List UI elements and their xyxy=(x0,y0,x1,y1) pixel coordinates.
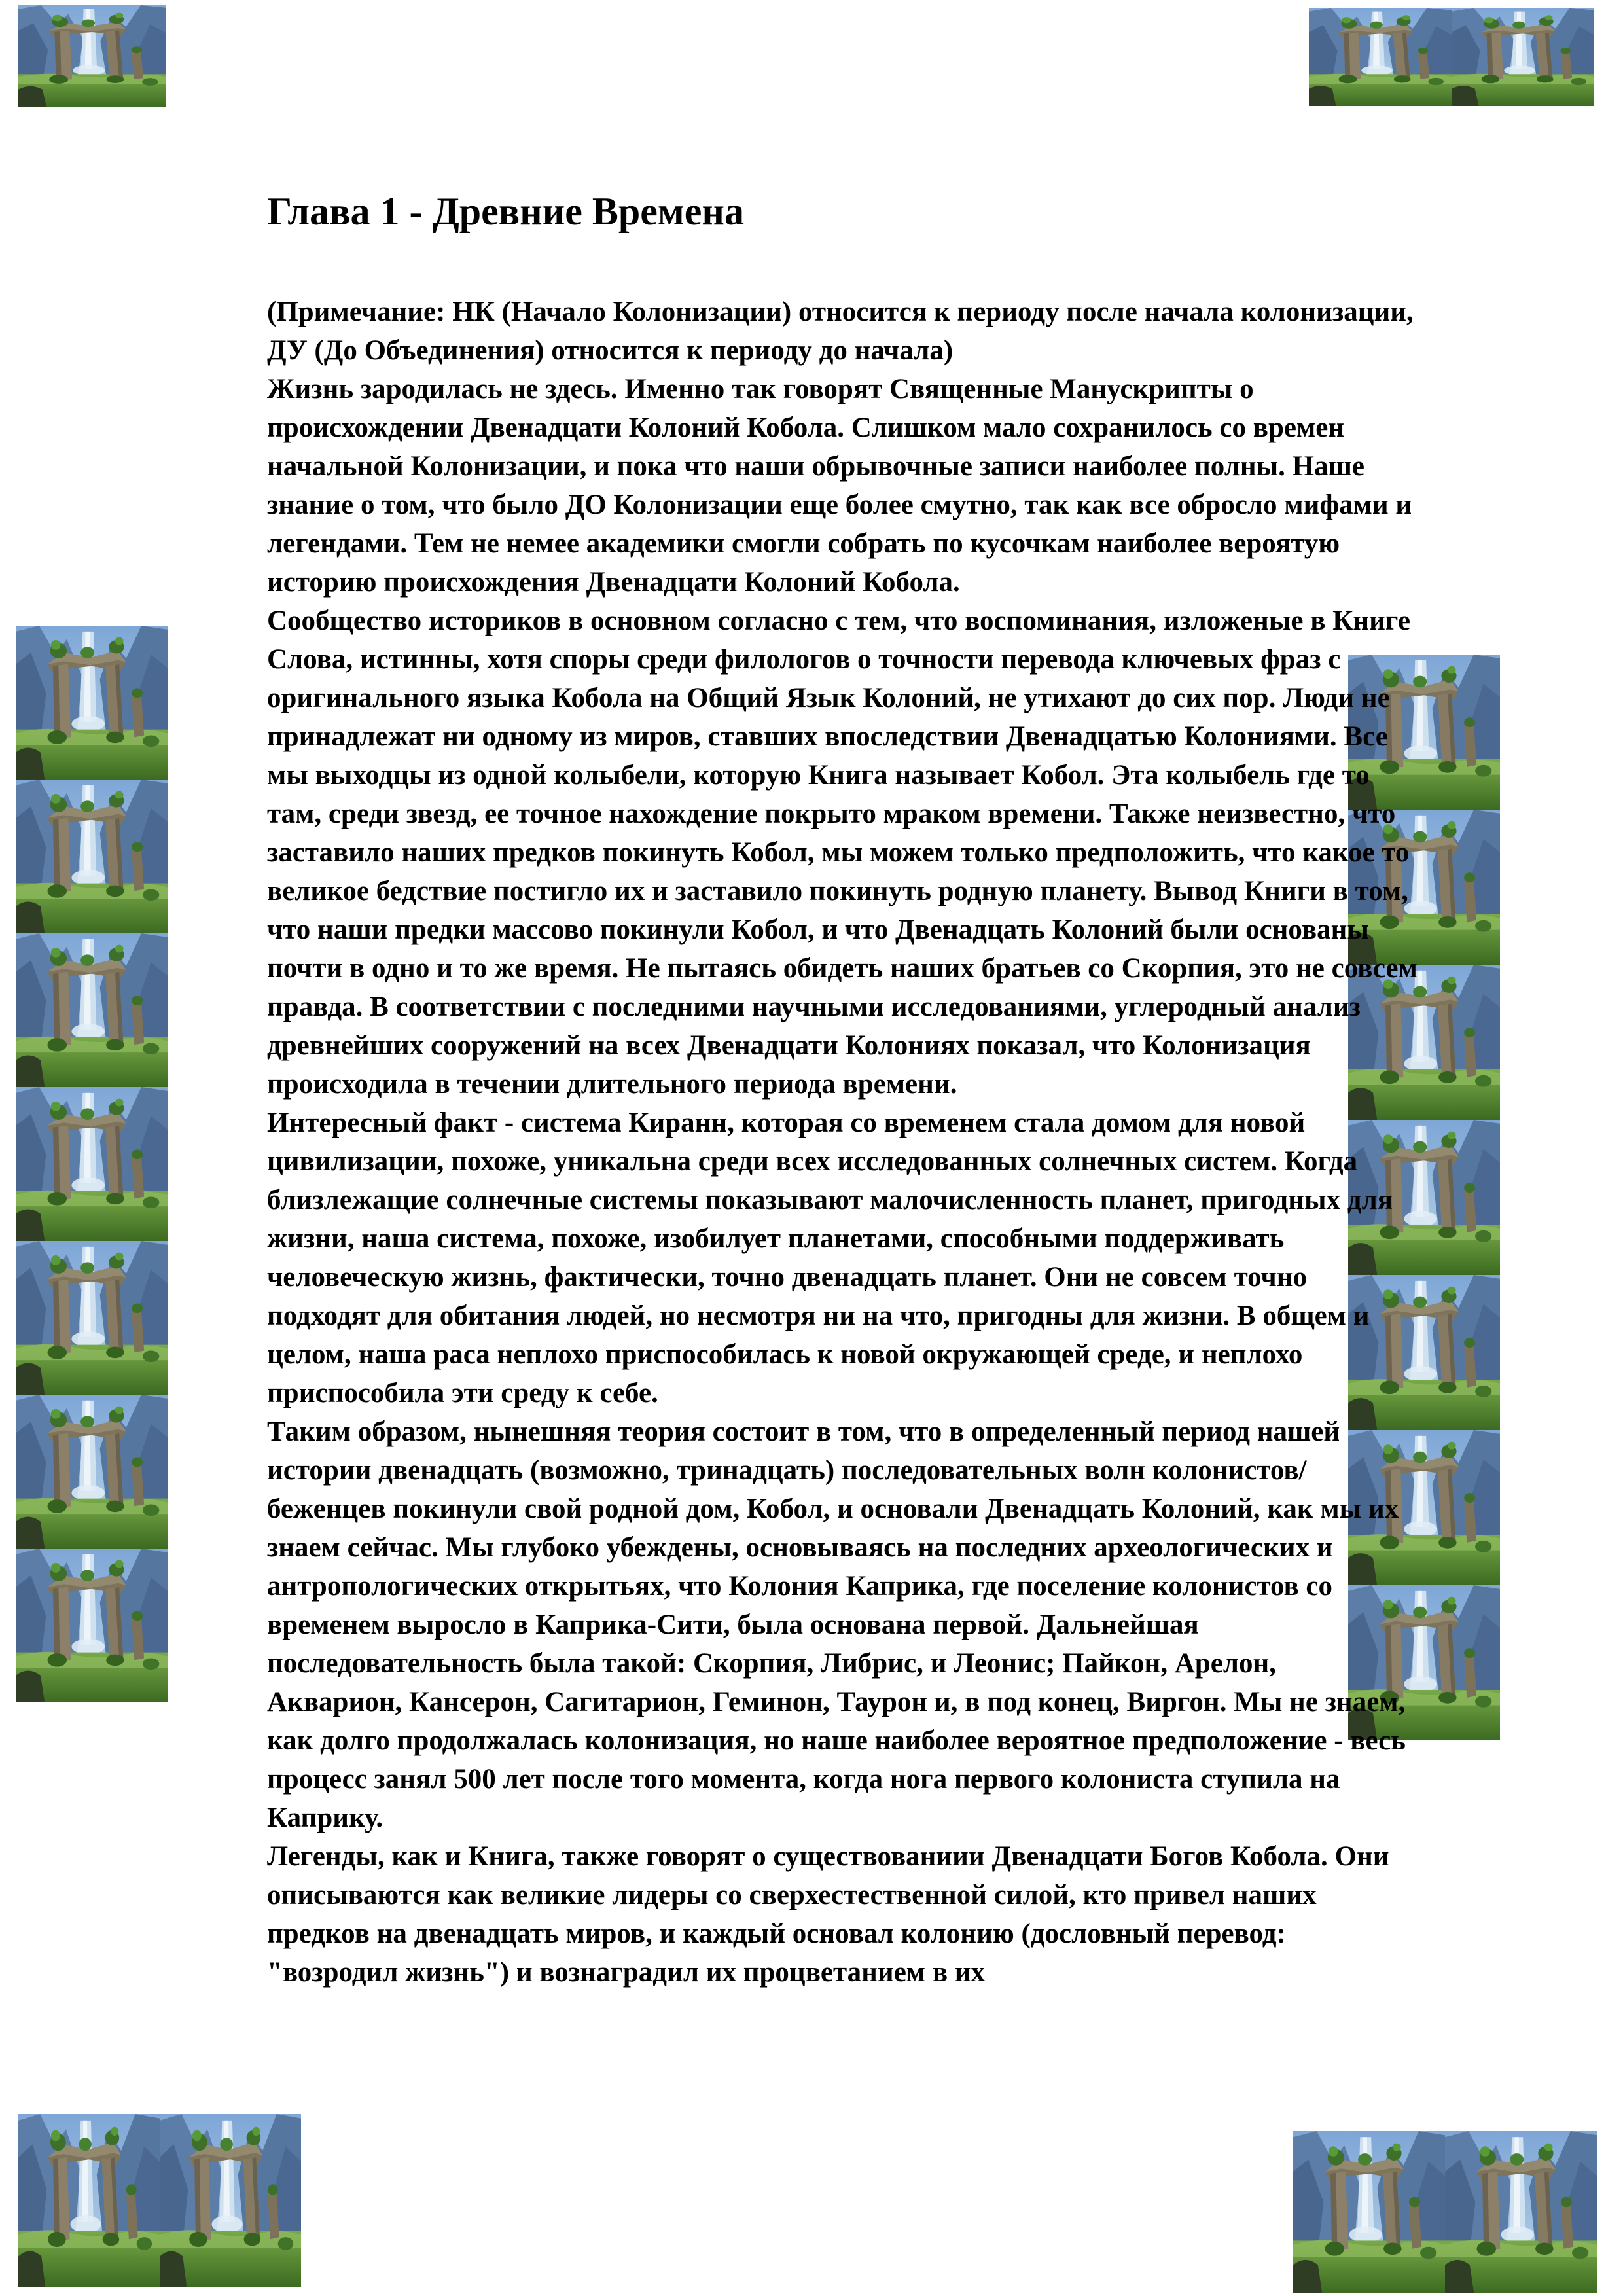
ruins-image xyxy=(16,626,168,780)
paragraph-historians: Сообщество историков в основном согласно с тем, что воспоминания, изложеные в Книге Слова, истинны, хотя споры среди филологов о точности перевода ключевых фраз с оригинального языка Кобола на Общий Язык Колоний, не утихают до сих пор. Люди не принадлежат ни одному из миров, ставших впоследствии Двенадцатью Колониями. Все мы выходцы из одной колыбели, которую Книга называет Кобол. Эта колыбель где то там, среди звезд, ее точное нахождение покрыто мраком времени. Также неизвестно, что заставило наших предков покинуть Кобол, мы можем только предположить, что какое то великое бедствие постигло их и заставило покинуть родную планету. Вывод Книги в том, что наши предки массово покинули Кобол, и что Двенадцать Колоний были основаны почти в одно и то же время. Не пытаясь обидеть наших братьев со Скорпия, это не совсем правда. В соответствии с последними научными исследованиями, углеродный анализ древнейших сооружений на всех Двенадцати Колониях показал, что Колонизация происходила в течении длительного периода времени. xyxy=(267,605,1418,1100)
ruins-image-column-left xyxy=(16,626,168,1702)
ruins-image-group-bottom-left xyxy=(18,2114,301,2287)
ruins-image xyxy=(16,1241,168,1395)
chapter-title: Глава 1 - Древние Времена xyxy=(267,190,744,233)
paragraph-note: (Примечание: НК (Начало Колонизации) относится к периоду после начала колонизации, ДУ (До Объединения) относится к периоду до начала) xyxy=(267,296,1414,366)
paragraph-cyrannus-system: Интересный факт - система Киранн, которая со временем стала домом для новой цивилизации, похоже, уникальна среди всех исследованных солнечных систем. Когда близлежащие солнечные системы показывают малочисленность планет, пригодных для жизни, наша система, похоже, изобилует планетами, способными поддерживать человеческую жизнь, фактически, точно двенадцать планет. Они не совсем точно подходят для обитания людей, но несмотря ни на что, пригодны для жизни. В общем и целом, наша раса неплохо приспособилась к новой окружающей среде, и неплохо приспособила эти среду к себе. xyxy=(267,1107,1393,1408)
ruins-image-group-top-left xyxy=(18,5,166,107)
ruins-image xyxy=(1452,8,1594,106)
ruins-image xyxy=(1293,2131,1445,2293)
ruins-image xyxy=(16,1395,168,1549)
ruins-image xyxy=(1445,2131,1597,2293)
chapter-text xyxy=(267,191,1418,1992)
ruins-image xyxy=(18,2114,160,2287)
ruins-image-group-top-right xyxy=(1309,8,1594,106)
ruins-image xyxy=(16,1549,168,1702)
ruins-image xyxy=(160,2114,301,2287)
ruins-image-group-bottom-right xyxy=(1293,2131,1597,2293)
ruins-image xyxy=(18,5,166,107)
ruins-image xyxy=(1309,8,1452,106)
ruins-image xyxy=(16,780,168,933)
ruins-image xyxy=(16,1087,168,1241)
paragraph-origin: Жизнь зародилась не здесь. Именно так говорят Священные Манускрипты о происхождении Двенадцати Колоний Кобола. Слишком мало сохранилось со времен начальной Колонизации, и пока что наши обрывочные записи наиболее полны. Наше знание о том, что было ДО Колонизации еще более смутно, так как все обросло мифами и легендами. Тем не немее академики смогли собрать по кусочкам наиболее вероятую историю происхождения Двенадцати Колоний Кобола. xyxy=(267,374,1412,598)
paragraph-colonization-theory: Таким образом, нынешняя теория состоит в том, что в определенный период нашей истории двенадцать (возможно, тринадцать) последовательных волн колонистов/беженцев покинули свой родной дом, Кобол, и основали Двенадцать Колоний, как мы их знаем сейчас. Мы глубоко убеждены, основываясь на последних археологических и антропологических открытьях, что Колония Каприка, где поселение колонистов со временем выросло в Каприка-Сити, была основана первой. Дальнейшая последовательность была такой: Скорпия, Либрис, и Леонис; Пайкон, Арелон, Акварион, Кансерон, Сагитарион, Геминон, Таурон и, в под конец, Виргон. Мы не знаем, как долго продолжалась колонизация, но наше наиболее вероятное предположение - весь процесс занял 500 лет после того момента, когда нога первого колониста ступила на Каприку. xyxy=(267,1416,1406,1833)
ruins-image xyxy=(16,933,168,1087)
paragraph-legends: Легенды, как и Книга, также говорят о существованиии Двенадцати Богов Кобола. Они описываются как великие лидеры со сверхестественной силой, кто привел наших предков на двенадцать миров, и каждый основал колонию (дословный перевод: "возродил жизнь") и вознаградил их процветанием в их xyxy=(267,1841,1389,1988)
